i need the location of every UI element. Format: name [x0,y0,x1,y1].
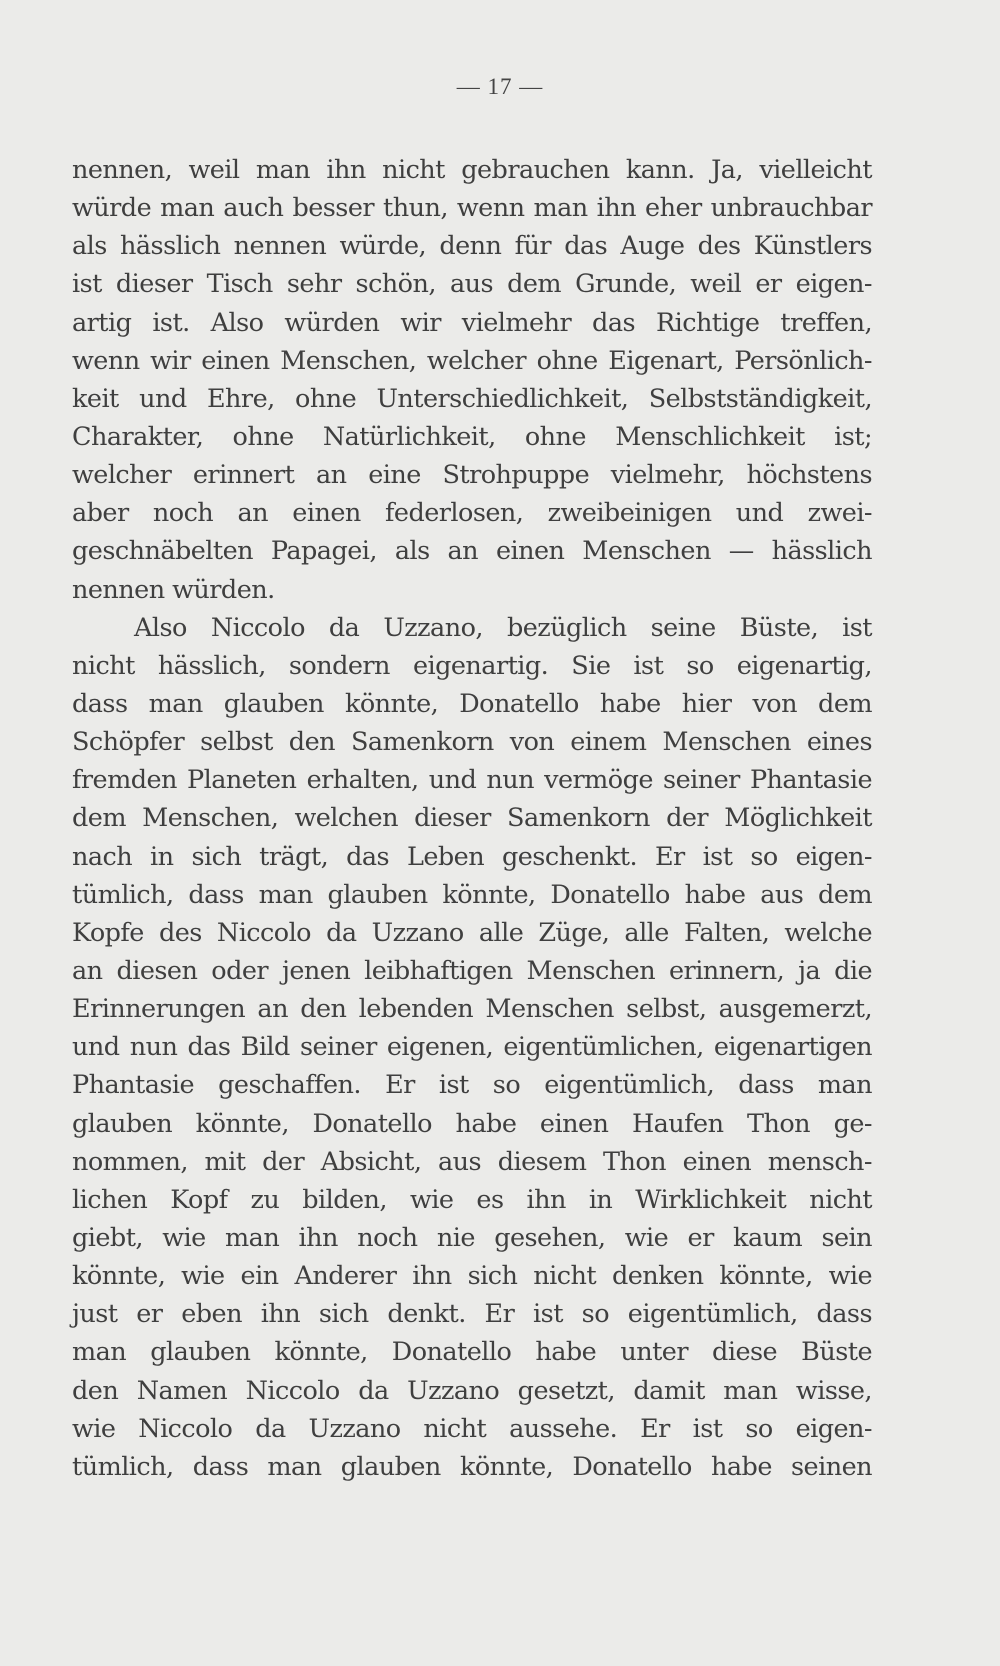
text-line: tümlich, dass man glauben könnte, Donatello habe seinen [72,1451,872,1482]
text-line: aber noch an einen federlosen, zweibeinigen und zwei- [72,498,872,529]
text-line: würde man auch besser thun, wenn man ihn eher unbrauchbar [72,193,872,224]
text-line: glauben könnte, Donatello habe einen Haufen Thon ge- [72,1108,872,1139]
text-line: als hässlich nennen würde, denn für das Auge des Künstlers [72,231,872,262]
text-line: dem Menschen, welchen dieser Samenkorn der Möglichkeit [72,803,872,834]
text-line: Also Niccolo da Uzzano, bezüglich seine Büste, ist [134,612,872,643]
text-line: und nun das Bild seiner eigenen, eigentümlichen, eigenartigen [72,1032,872,1063]
text-line: geschnäbelten Papagei, als an einen Menschen — hässlich [72,536,872,567]
page-number: — 17 — [456,74,544,99]
text-line: nennen würden. [72,574,275,605]
text-line: könnte, wie ein Anderer ihn sich nicht denken könnte, wie [72,1261,872,1292]
text-line: Charakter, ohne Natürlichkeit, ohne Menschlichkeit ist; [72,421,872,452]
text-line: Kopfe des Niccolo da Uzzano alle Züge, alle Falten, welche [72,917,872,948]
text-line: Erinnerungen an den lebenden Menschen selbst, ausgemerzt, [72,994,872,1025]
text-line: nennen, weil man ihn nicht gebrauchen kann. Ja, vielleicht [72,155,872,185]
text-line: nommen, mit der Absicht, aus diesem Thon einen mensch- [72,1146,872,1177]
text-line: nicht hässlich, sondern eigenartig. Sie ist so eigenartig, [72,650,872,681]
text-line: welcher erinnert an eine Strohpuppe vielmehr, höchstens [72,460,872,491]
text-line: den Namen Niccolo da Uzzano gesetzt, damit man wisse, [72,1375,872,1406]
text-line: Schöpfer selbst den Samenkorn von einem Menschen eines [72,727,872,758]
text-line: nach in sich trägt, das Leben geschenkt. Er ist so eigen- [72,841,872,872]
text-line: dass man glauben könnte, Donatello habe hier von dem [72,688,872,719]
text-line: wie Niccolo da Uzzano nicht aussehe. Er ist so eigen- [72,1413,872,1444]
text-line: an diesen oder jenen leibhaftigen Menschen erinnern, ja die [72,955,872,986]
text-line: wenn wir einen Menschen, welcher ohne Eigenart, Persönlich- [72,345,872,376]
text-line: ist dieser Tisch sehr schön, aus dem Grunde, weil er eigen- [72,269,872,300]
text-line: man glauben könnte, Donatello habe unter diese Büste [72,1337,872,1368]
text-line: just er eben ihn sich denkt. Er ist so eigentümlich, dass [72,1299,872,1330]
text-line: lichen Kopf zu bilden, wie es ihn in Wirklichkeit nicht [72,1184,872,1215]
text-line: tümlich, dass man glauben könnte, Donatello habe aus dem [72,879,872,910]
text-line: keit und Ehre, ohne Unterschiedlichkeit, Selbstständigkeit, [72,383,872,414]
text-line: giebt, wie man ihn noch nie gesehen, wie er kaum sein [72,1222,872,1253]
text-line: artig ist. Also würden wir vielmehr das Richtige treffen, [72,307,872,338]
body-text [72,152,872,1487]
text-line: fremden Planeten erhalten, und nun vermöge seiner Phantasie [72,765,872,796]
text-line: Phantasie geschaffen. Er ist so eigentümlich, dass man [72,1070,872,1101]
